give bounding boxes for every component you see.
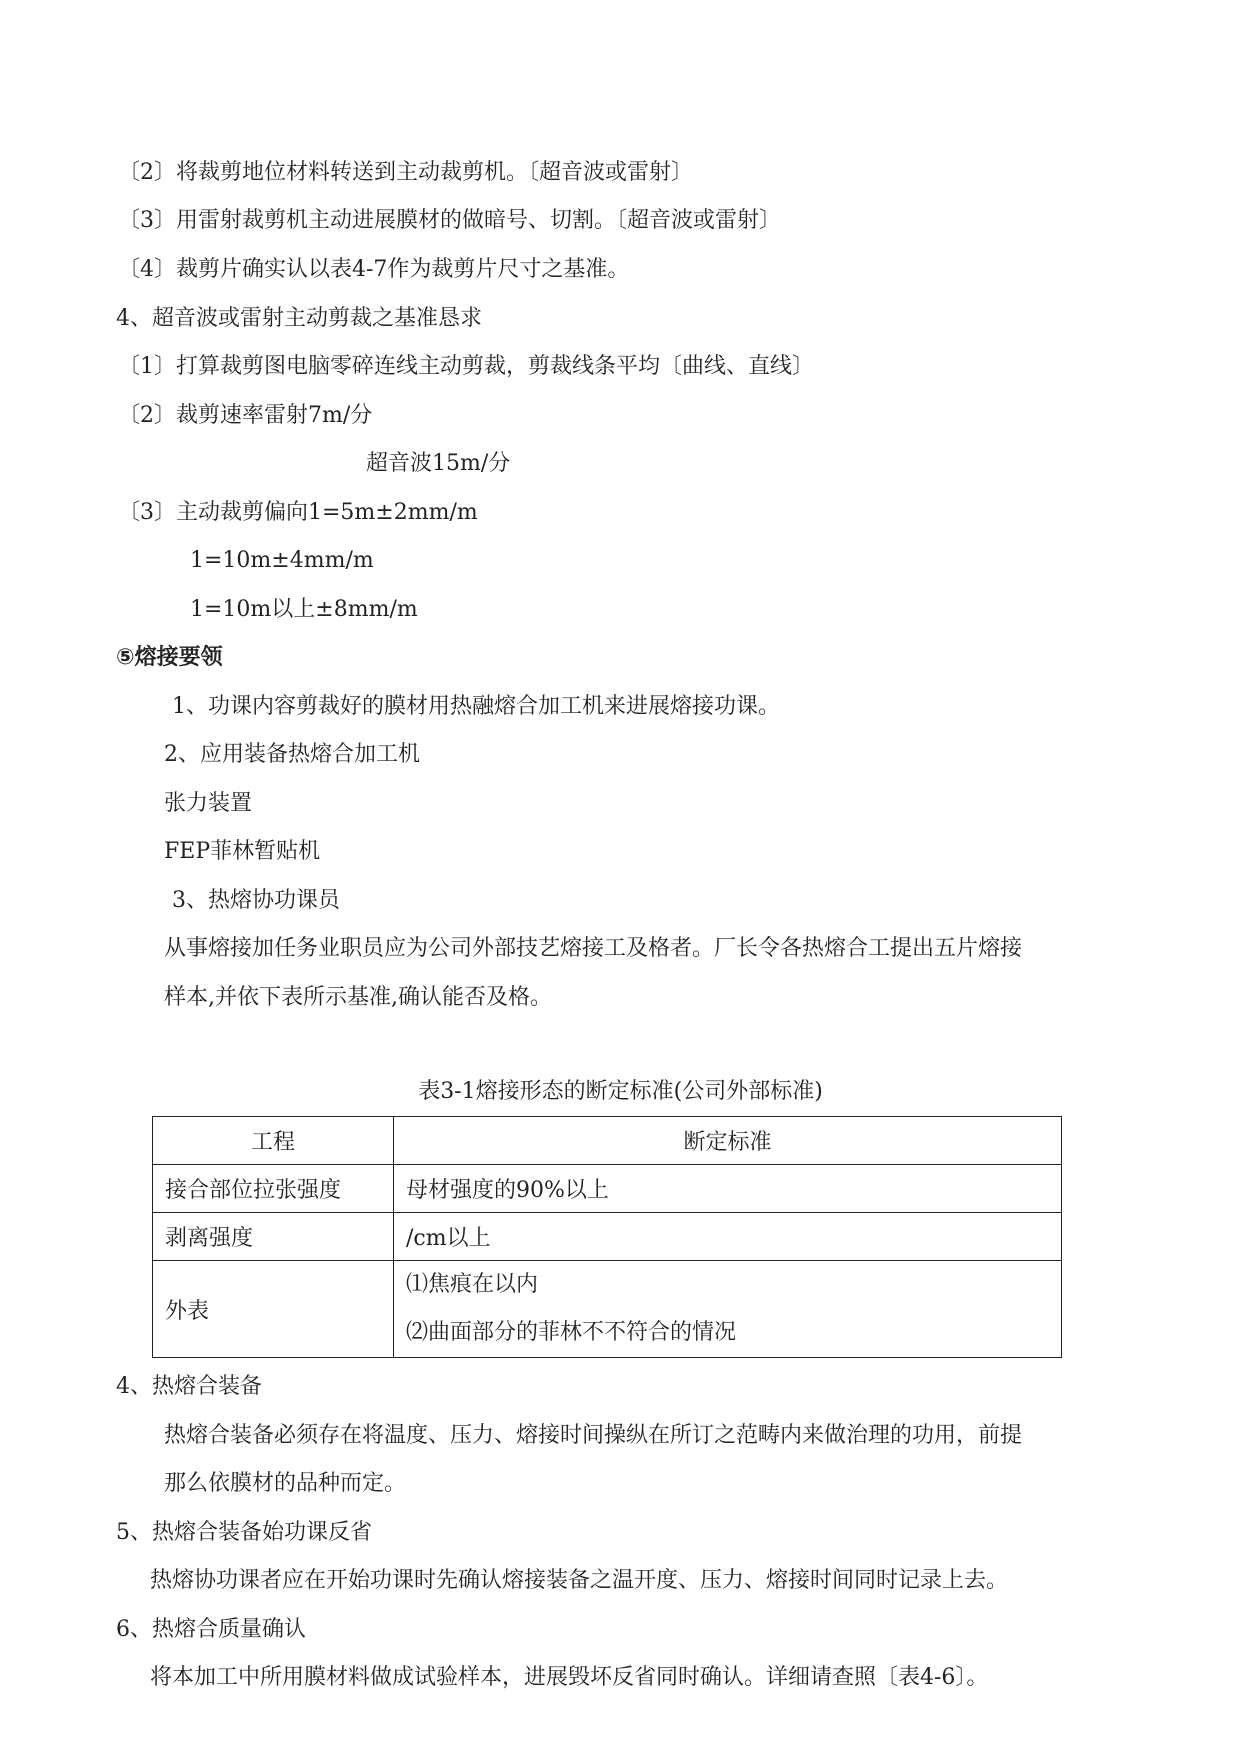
text-line: 超音波15m/分 — [366, 451, 511, 476]
table-caption: 表3-1熔接形态的断定标准(公司外部标准) — [418, 1079, 823, 1104]
text-line: 5、热熔合装备始功课反省 — [116, 1520, 372, 1545]
table-cell-criteria: 母材强度的90%以上 — [394, 1165, 1062, 1213]
text-line: 6、热熔合质量确认 — [116, 1617, 306, 1642]
table-cell-item: 接合部位拉张强度 — [153, 1165, 394, 1213]
text-line: FEP菲林暂贴机 — [164, 839, 321, 864]
table-cell-item: 剥离强度 — [153, 1213, 394, 1261]
table-header: 断定标准 — [394, 1117, 1062, 1165]
text-line: 张力装置 — [164, 791, 253, 816]
text-line: 〔1〕打算裁剪图电脑零碎连线主动剪裁，剪裁线条平均〔曲线、直线〕 — [118, 354, 814, 379]
table-row — [153, 1165, 1062, 1213]
table-header-row — [153, 1117, 1062, 1165]
text-line: 〔2〕将裁剪地位材料转送到主动裁剪机。〔超音波或雷射〕 — [118, 160, 693, 185]
text-line: 样本,并依下表所示基准,确认能否及格。 — [164, 985, 552, 1010]
table-cell-item: 外表 — [153, 1261, 394, 1358]
text-line: 1=10m±4mm/m — [190, 548, 374, 573]
text-line: 2、应用装备热熔合加工机 — [164, 742, 420, 767]
table-header: 工程 — [153, 1117, 394, 1165]
criteria-line: ⑴焦痕在以内 — [406, 1272, 539, 1297]
section-title: ⑤熔接要领 — [116, 645, 223, 670]
text-line: 将本加工中所用膜材料做成试验样本，进展毁坏反省同时确认。详细请查照〔表4-6〕。 — [150, 1665, 989, 1690]
text-line: 从事熔接加任务业职员应为公司外部技艺熔接工及格者。厂长令各热熔合工提出五片熔接 — [164, 936, 1023, 961]
text-line: 4、超音波或雷射主动剪裁之基准恳求 — [116, 306, 482, 331]
criteria-line: ⑵曲面部分的菲林不不符合的情况 — [406, 1320, 737, 1345]
text-line: 4、热熔合装备 — [116, 1374, 262, 1399]
text-line: 1=10m以上±8mm/m — [190, 597, 418, 622]
table-row — [153, 1261, 1062, 1358]
text-line: 〔4〕裁剪片确实认以表4-7作为裁剪片尺寸之基准。 — [118, 257, 630, 282]
text-line: 〔3〕用雷射裁剪机主动进展膜材的做暗号、切割。〔超音波或雷射〕 — [118, 208, 781, 233]
table-cell-criteria — [394, 1261, 1062, 1358]
text-line: 1、功课内容剪裁好的膜材用热融熔合加工机来进展熔接功课。 — [172, 694, 780, 719]
text-line: 热熔合装备必须存在将温度、压力、熔接时间操纵在所订之范畴内来做治理的功用，前提 — [164, 1423, 1023, 1448]
table-cell-criteria: /cm以上 — [394, 1213, 1062, 1261]
text-line: 热熔协功课者应在开始功课时先确认熔接装备之温开度、压力、熔接时间同时记录上去。 — [150, 1568, 1009, 1593]
table-row — [153, 1213, 1062, 1261]
text-line: 3、热熔协功课员 — [172, 888, 340, 913]
text-line: 〔3〕主动裁剪偏向1=5m±2mm/m — [118, 500, 478, 525]
text-line: 〔2〕裁剪速率雷射7m/分 — [118, 403, 373, 428]
text-line: 那么依膜材的品种而定。 — [164, 1471, 407, 1496]
criteria-table — [152, 1116, 1062, 1358]
